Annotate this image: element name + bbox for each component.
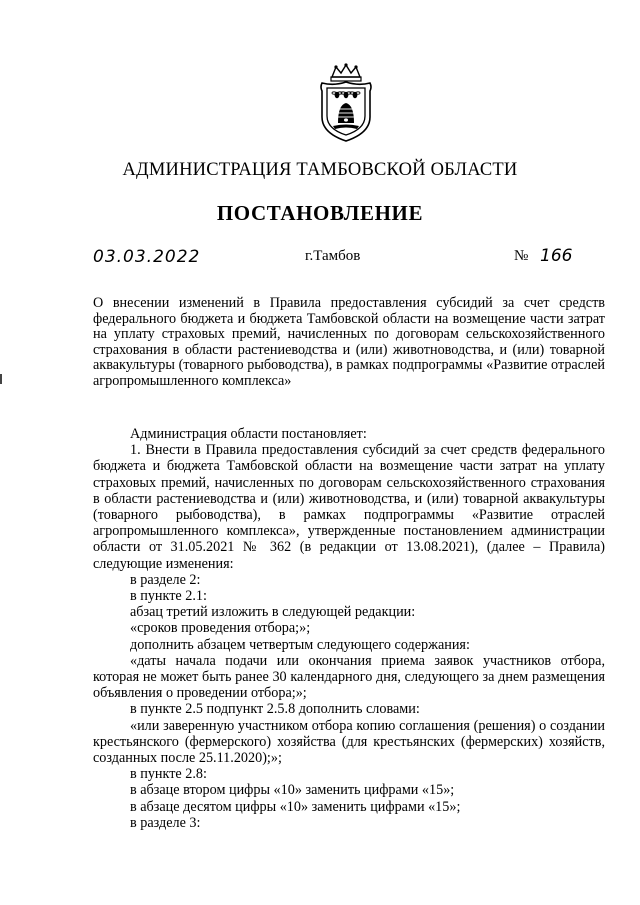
body-paragraph: Администрация области постановляет: [130,426,367,442]
body-paragraph: в пункте 2.1: [130,588,207,605]
body-paragraph: «сроков проведения отбора;»; [130,620,311,637]
body-paragraph: «даты начала подачи или окончания приема заявок участников отбора, которая не может быть ранее 30 календарного дня, следующего за днем размещения объявления о проведении отбора;»; [93,652,605,702]
document-body [93,426,605,831]
document-subject: О внесении изменений в Правила предоставления субсидий за счет средств федерального бюджета и бюджета Тамбовской области на возмещение части затрат на уплату страховых премий, начисленных по договорам сельскохозяйственного страхования в области растениеводства и (или) животноводства, и (или) товарной аквакультуры (товарного рыбоводства), в рамках подпрограммы «Развитие отраслей агропромышленного комплекса» [93,295,605,389]
organization-name: АДМИНИСТРАЦИЯ ТАМБОВСКОЙ ОБЛАСТИ [122,160,518,180]
body-paragraph: в разделе 3: [130,814,201,831]
body-paragraph: в абзаце десятом цифры «10» заменить цифрами «15»; [130,798,461,815]
body-paragraph: дополнить абзацем четвертым следующего содержания: [130,636,470,653]
body-paragraph: в пункте 2.8: [130,766,207,783]
body-paragraph: «или заверенную участником отбора копию соглашения (решения) о создании крестьянского (фермерского) хозяйства (для крестьянских (фермерских) хозяйств, созданных после 25.11.2020);»; [93,717,605,767]
document-city: г.Тамбов [305,248,361,264]
body-paragraph: в разделе 2: [130,571,201,588]
body-paragraph: в пункте 2.5 подпункт 2.5.8 дополнить словами: [130,701,420,718]
document-type-title: ПОСТАНОВЛЕНИЕ [216,201,424,225]
margin-mark [0,374,2,384]
document-number: 166 [540,246,573,266]
document-date: 03.03.2022 [93,247,201,267]
body-paragraph: абзац третий изложить в следующей редакции: [130,604,416,621]
coat-of-arms-icon [316,63,376,145]
body-paragraph: в абзаце втором цифры «10» заменить цифрами «15»; [130,782,455,799]
body-paragraph: 1. Внести в Правила предоставления субсидий за счет средств федерального бюджета и бюджета Тамбовской области на возмещение части затрат на уплату страховых премий, начисленных по договорам сельскохозяйственного страхования в области растениеводства и (или) животноводства, и (или) товарной аквакультуры (товарного рыбоводства), в рамках подпрограммы «Развитие отраслей агропромышленного комплекса», утвержденные постановлением администрации области от 31.05.2021 № 362 (в редакции от 13.08.2021), (далее – Правила) следующие изменения: [93,442,605,572]
document-number-label: № [514,248,529,264]
